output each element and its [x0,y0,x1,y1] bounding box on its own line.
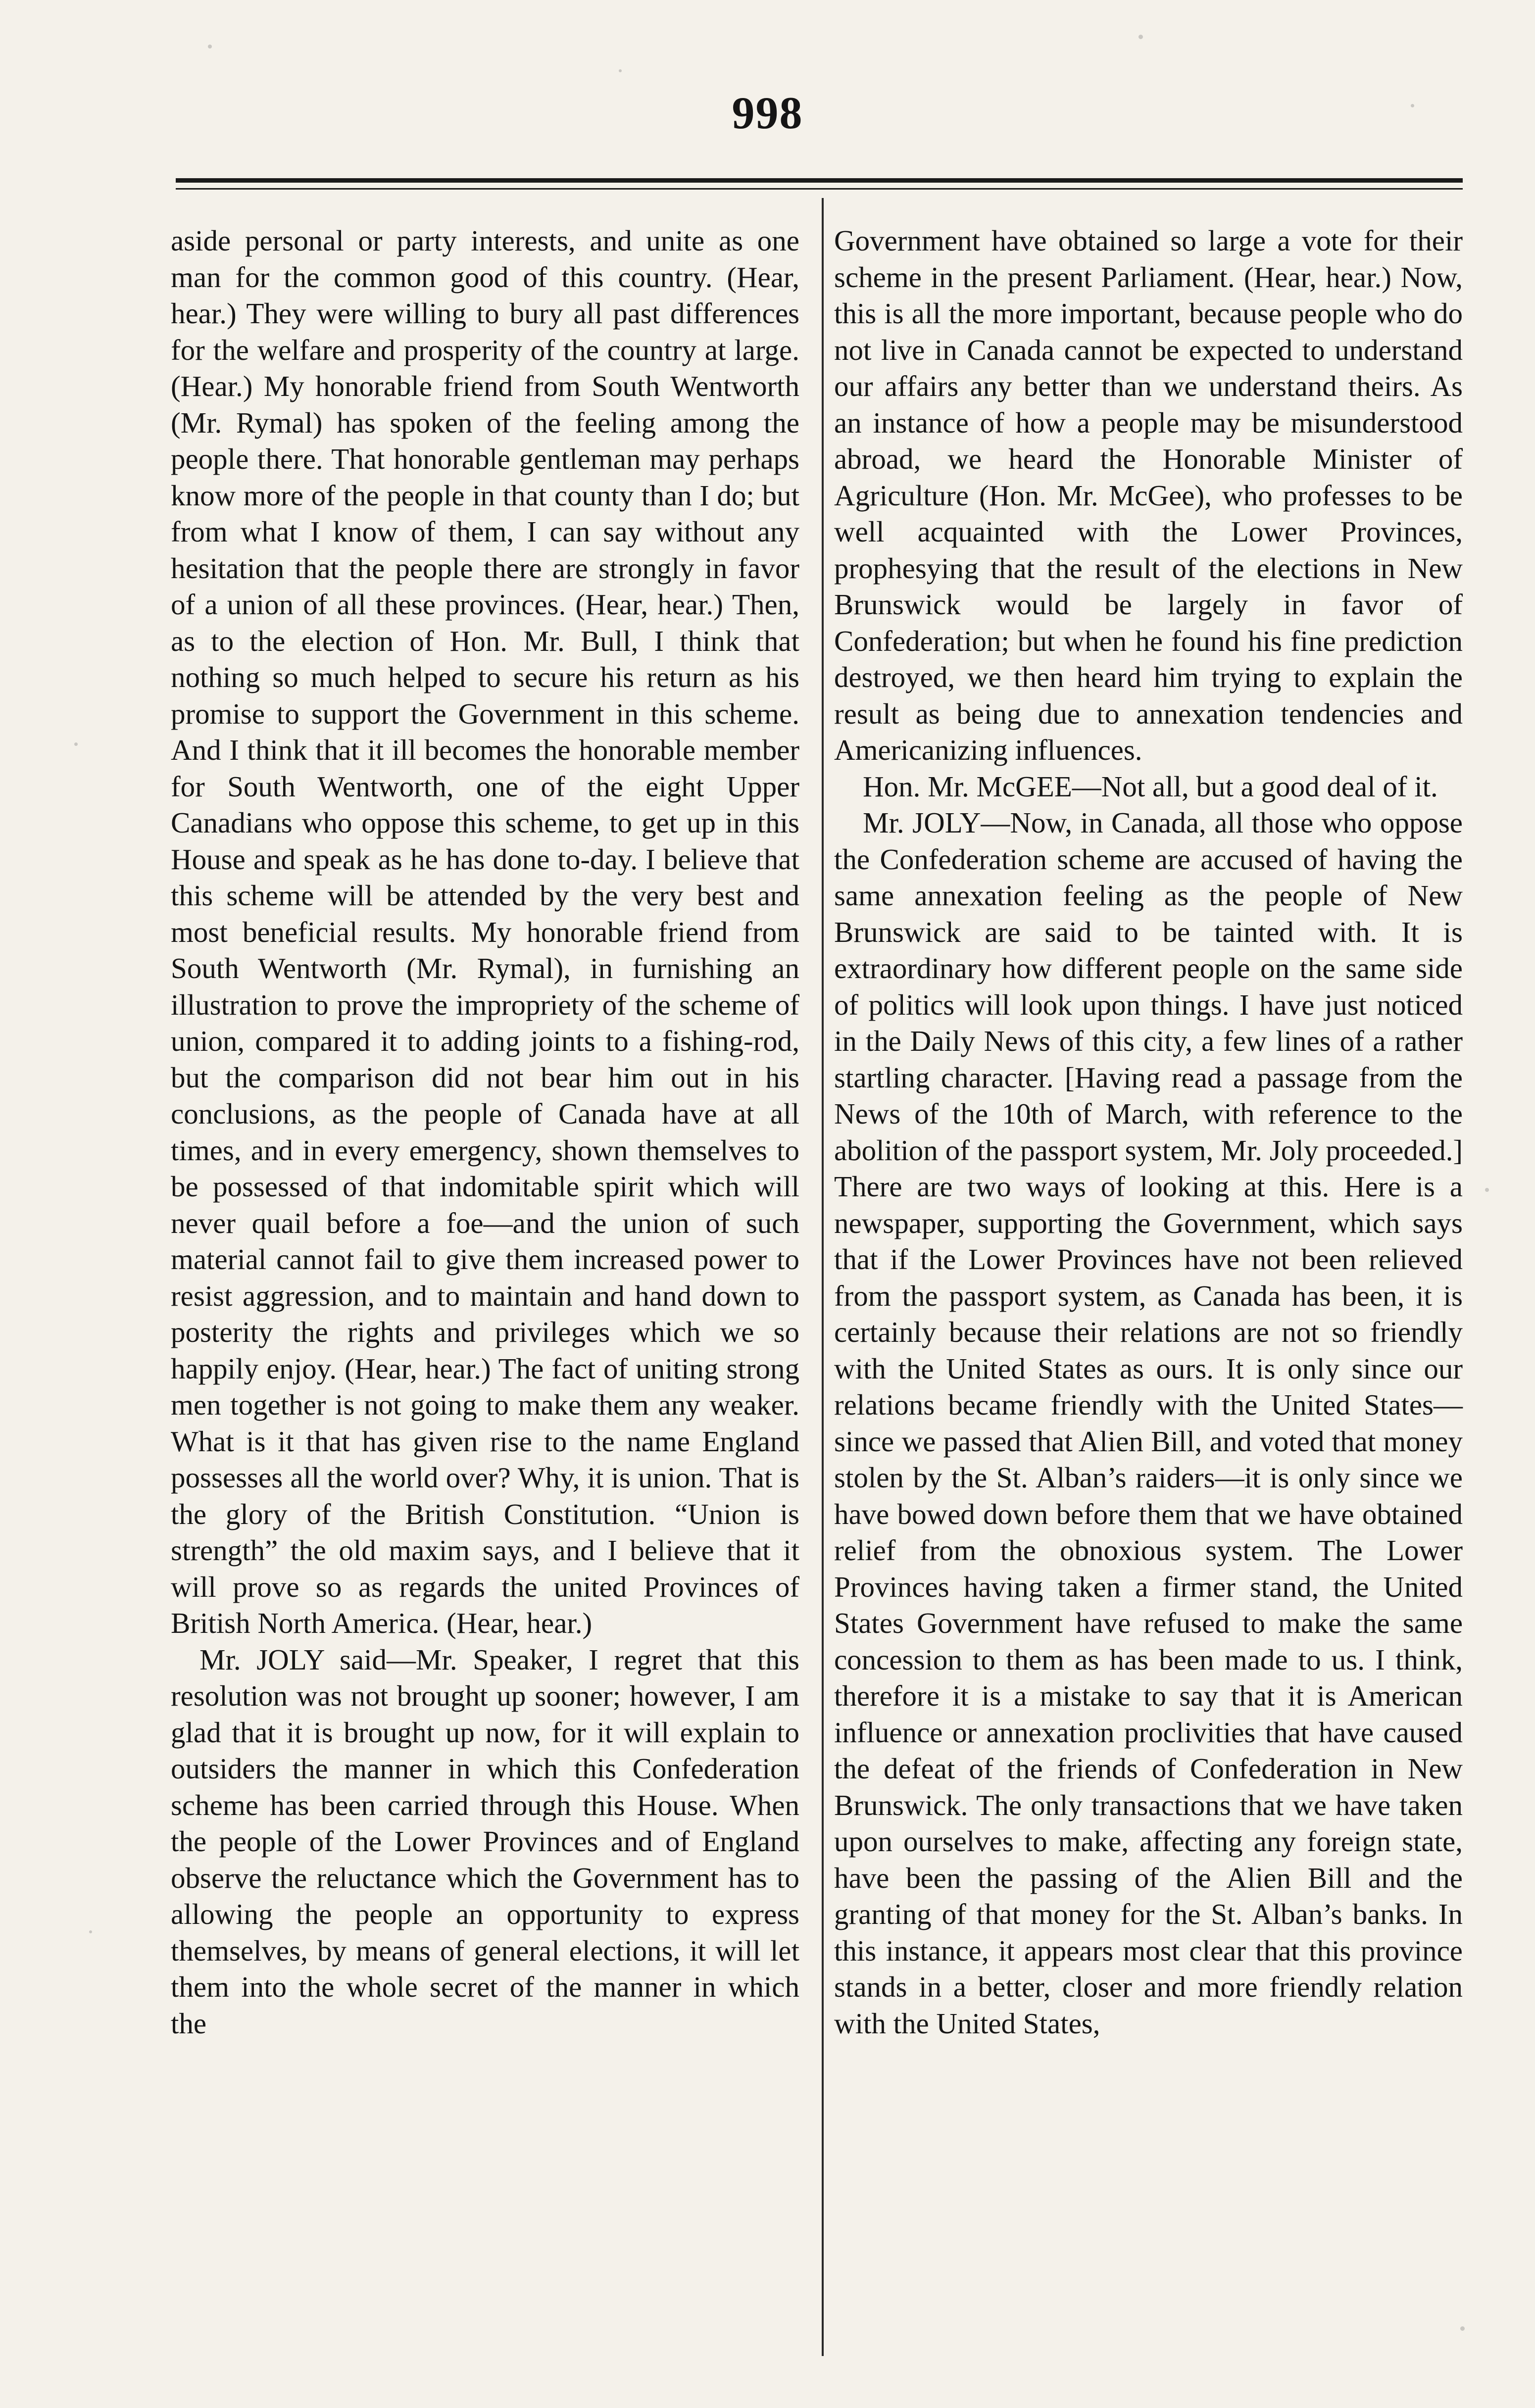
right-column [834,223,1463,2042]
left-paragraph-1: aside personal or party interests, and unite as one man for the common good of this country. (Hear, hear.) They were willing to bury all past differences for the welfare and prosperity of the country at large. (Hear.) My honorable friend from South Wentworth (Mr. Rymal) has spoken of the feeling among the people there. That honorable gentleman may perhaps know more of the people in that county than I do; but from what I know of them, I can say without any hesitation that the people there are strongly in favor of a union of all these provinces. (Hear, hear.) Then, as to the election of Hon. Mr. Bull, I think that nothing so much helped to secure his return as his promise to support the Government in this scheme. And I think that it ill becomes the honorable member for South Wentworth, one of the eight Upper Canadians who oppose this scheme, to get up in this House and speak as he has done to-day. I believe that this scheme will be attended by the very best and most beneficial results. My honorable friend from South Wentworth (Mr. Rymal), in furnishing an illustration to prove the impropriety of the scheme of union, compared it to adding joints to a fishing-rod, but the comparison did not bear him out in his conclusions, as the people of Canada have at all times, and in every emergency, shown themselves to be possessed of that indomitable spirit which will never quail before a foe—and the union of such material cannot fail to give them increased power to resist aggression, and to maintain and hand down to posterity the rights and privileges which we so happily enjoy. (Hear, hear.) The fact of uniting strong men together is not going to make them any weaker. What is it that has given rise to the name England possesses all the world over? Why, it is union. That is the glory of the British Constitution. “Union is strength” the old maxim says, and I believe that it will prove so as regards the united Provinces of British North America. (Hear, hear.) [171,224,799,1639]
paper-speck [1139,35,1143,39]
header-rule-thin [176,188,1463,190]
right-paragraph-2: Hon. Mr. McGEE—Not all, but a good deal of it. [863,770,1438,803]
paper-speck [74,742,78,746]
paper-speck [208,45,212,49]
left-column [171,223,799,2042]
paper-speck [619,69,622,72]
paper-speck [1411,104,1414,107]
column-divider [822,198,824,2356]
page-number: 998 [732,88,803,138]
header-rule [176,178,1463,183]
right-paragraph-3: Mr. JOLY—Now, in Canada, all those who oppose the Confederation scheme are accused of having the same annexation feeling as the people of New Brunswick are said to be tainted with. It is extraordinary how different people on the same side of politics will look upon things. I have just noticed in the Daily News of this city, a few lines of a rather startling character. [Having read a passage from the News of the 10th of March, with reference to the abolition of the passport system, Mr. Joly proceeded.] There are two ways of looking at this. Here is a newspaper, supporting the Government, which says that if the Lower Provinces have not been relieved from the passport system, as Canada has been, it is certainly because their relations are not so friendly with the United States as ours. It is only since our relations became friendly with the United States—since we passed that Alien Bill, and voted that money stolen by the St. Alban’s raiders—it is only since we have bowed down before them that we have obtained relief from the obnoxious system. The Lower Provinces having taken a firmer stand, the United States Government have refused to make the same concession to them as has been made to us. I think, therefore it is a mistake to say that it is American influence or annexation proclivities that have caused the defeat of the friends of Confederation in New Brunswick. The only transactions that we have taken upon ourselves to make, affecting any foreign state, have been the passing of the Alien Bill and the granting of that money for the St. Alban’s banks. In this instance, it appears most clear that this province stands in a better, closer and more friendly relation with the United States, [834,806,1463,2040]
paper-speck [89,1930,92,1933]
paper-speck [1485,1188,1489,1192]
left-paragraph-2: Mr. JOLY said—Mr. Speaker, I regret that this resolution was not brought up sooner; however, I am glad that it is brought up now, for it will explain to outsiders the manner in which this Confederation scheme has been carried through this House. When the people of the Lower Provinces and of England observe the reluctance which the Government has to allowing the people an opportunity to express themselves, by means of general elections, it will let them into the whole secret of the manner in which the [171,1643,799,2040]
right-paragraph-1: Government have obtained so large a vote for their scheme in the present Parliament. (Hear, hear.) Now, this is all the more important, because people who do not live in Canada cannot be expected to understand our affairs any better than we understand theirs. As an instance of how a people may be misunderstood abroad, we heard the Honorable Minister of Agriculture (Hon. Mr. McGee), who professes to be well acquainted with the Lower Provinces, prophesying that the result of the elections in New Brunswick would be largely in favor of Confederation; but when he found his fine prediction destroyed, we then heard him trying to explain the result as being due to annexation tendencies and Americanizing influences. [834,224,1463,766]
paper-speck [1460,2326,1465,2331]
